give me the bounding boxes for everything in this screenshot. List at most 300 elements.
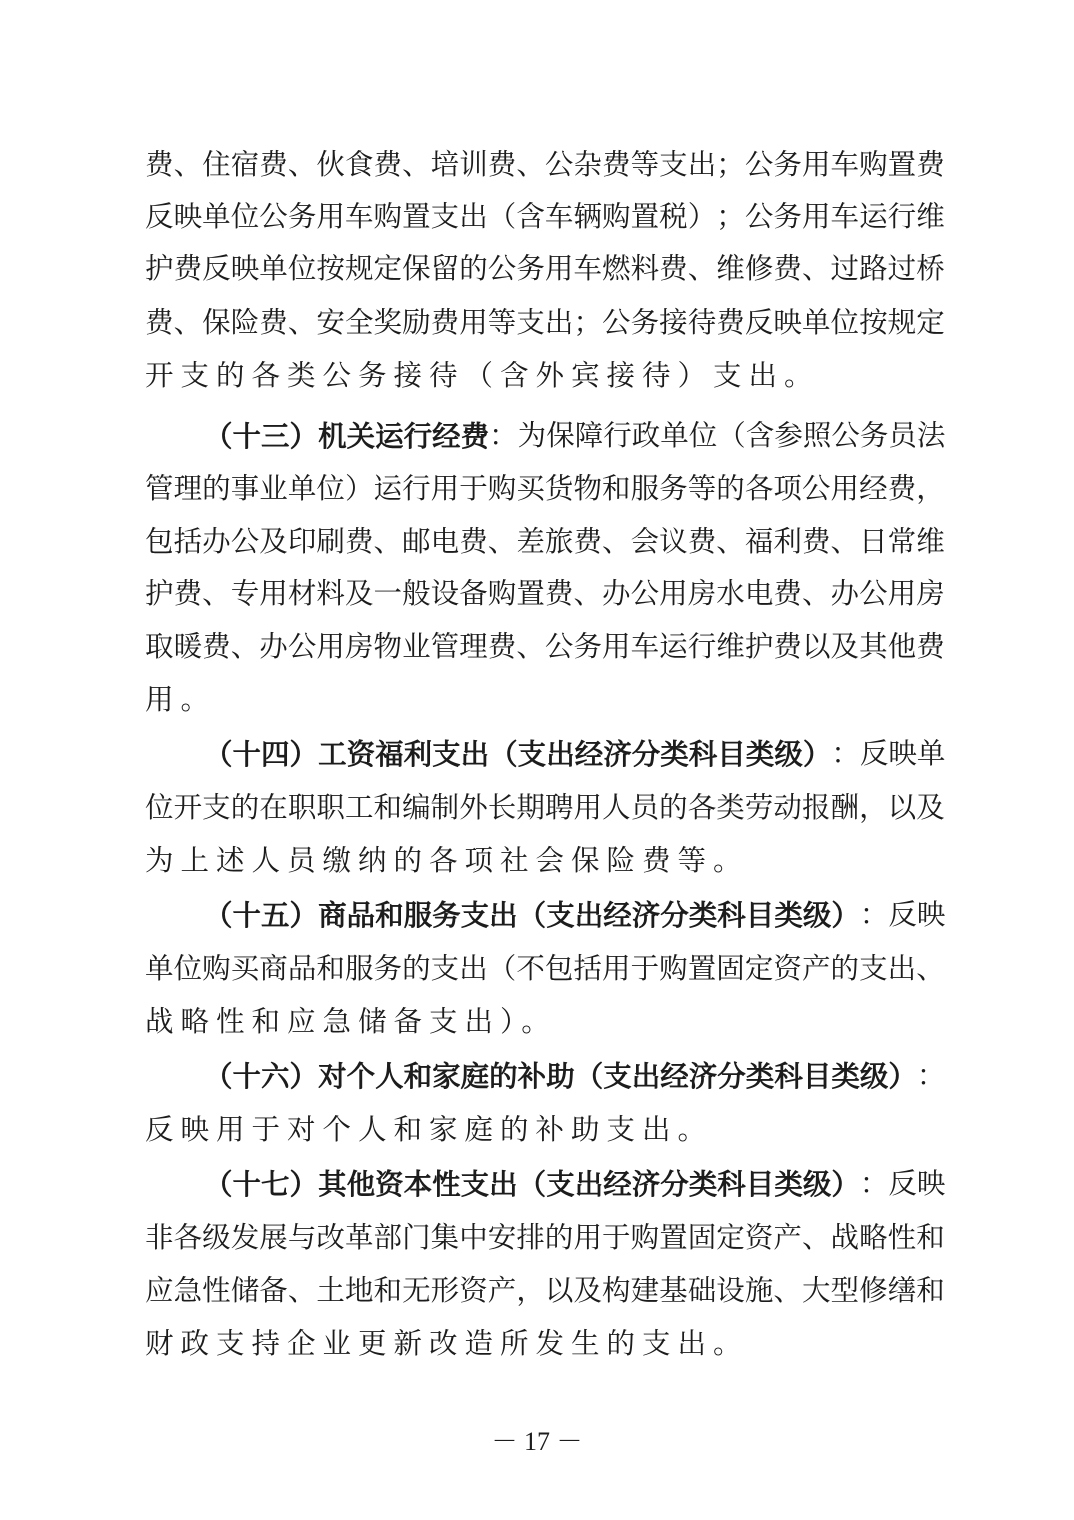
- section-text-char: 含: [745, 419, 775, 452]
- text-line-content-char: 住: [202, 148, 231, 181]
- text-line-content-char: 、: [687, 252, 717, 285]
- text-line-content-char: 取: [145, 630, 174, 663]
- text-line-content-char: 务: [630, 306, 660, 339]
- text-line: [145, 621, 945, 673]
- section-text-char: 公: [831, 419, 860, 452]
- text-line-content-char: 施: [744, 1274, 774, 1307]
- text-line-content-char: 、: [516, 630, 545, 663]
- text-line-content-char: 战: [830, 1221, 860, 1254]
- text-line-content-char: 买: [230, 952, 260, 985]
- text-line-content-char: 出: [459, 952, 488, 985]
- text-line-content-char: 产: [487, 1274, 517, 1307]
- text-line-content-char: 护: [145, 577, 174, 610]
- section-heading-char: 十: [232, 737, 262, 771]
- text-line-content-char: 门: [402, 1221, 431, 1254]
- text-line-content-char: ；: [716, 200, 745, 233]
- section-text-char: ：: [916, 1059, 946, 1092]
- text-line: [145, 943, 945, 995]
- text-line-content-char: 电: [744, 577, 774, 610]
- text-line-content-char: 备: [259, 1274, 288, 1307]
- text-line-content-char: 一: [373, 577, 403, 610]
- text-line-content-char: 用: [602, 630, 631, 663]
- text-line-content-char: 括: [173, 525, 203, 558]
- text-line-content-char: 动: [773, 791, 802, 824]
- text-line-content-char: 、: [287, 148, 317, 181]
- text-line-content-char: 固: [687, 1221, 717, 1254]
- section-heading-char: 服: [403, 898, 433, 932]
- text-line-content-char: 和: [916, 1221, 945, 1254]
- text-line-content-char: 护: [744, 630, 774, 663]
- text-line-content-char: 培: [430, 148, 460, 181]
- text-line-content-char: 旅: [544, 525, 574, 558]
- text-line-content-char: 物: [573, 472, 602, 505]
- text-line-content-char: 辆: [573, 200, 602, 233]
- section-13-first-line: [204, 410, 945, 462]
- section-heading-char: 十: [232, 898, 262, 932]
- section-heading-char: 支: [546, 898, 575, 932]
- text-line-content-char: 接: [659, 306, 688, 339]
- section-heading-char: 类: [660, 737, 689, 771]
- section-heading-char: 支: [517, 737, 547, 771]
- section-heading-char: 性: [432, 1167, 461, 1201]
- text-line-content-char: 房: [344, 630, 374, 663]
- section-heading-char: 目: [745, 1167, 775, 1201]
- text-line: [145, 674, 945, 726]
- text-line-content-char: 定: [373, 252, 403, 285]
- text-line-content-char: 护: [145, 252, 174, 285]
- section-heading-char: 人: [375, 1059, 404, 1093]
- section-heading-char: 支: [546, 1167, 575, 1201]
- text-line-content-char: 期: [516, 791, 545, 824]
- text-line-content-char: ，: [859, 791, 888, 824]
- text-line-content-char: 公: [602, 306, 631, 339]
- section-heading-char: 经: [603, 1167, 632, 1201]
- text-line-content-char: 排: [516, 1221, 545, 1254]
- section-text-char: 位: [688, 419, 718, 452]
- text-line-content-char: 用: [573, 1221, 602, 1254]
- text-line-content-char: 安: [316, 306, 345, 339]
- text-line-content-char: 公: [259, 200, 288, 233]
- text-line-content-char: 定: [716, 1221, 745, 1254]
- text-line-content-char: 险: [230, 306, 260, 339]
- text-line-content-char: 水: [716, 577, 745, 610]
- text-line-content-char: 邮: [402, 525, 431, 558]
- text-line-content-char: 购: [602, 200, 631, 233]
- text-line-content-char: 构: [602, 1274, 631, 1307]
- section-heading-char: 分: [660, 898, 689, 932]
- section-heading-char: 类: [831, 1059, 860, 1093]
- text-line-content-char: 物: [373, 630, 403, 663]
- text-line-content-char: 及: [830, 630, 860, 663]
- text-line-content-char: 购: [487, 577, 517, 610]
- text-line: [145, 782, 945, 834]
- text-line-content-char: ；: [573, 306, 602, 339]
- section-heading-char: 的: [489, 1059, 518, 1093]
- text-line-content-char: 务: [287, 200, 317, 233]
- text-line-content-char: 映: [773, 306, 802, 339]
- text-line-content-char: 会: [630, 525, 660, 558]
- text-line-content-char: 和: [373, 1274, 403, 1307]
- text-line-content-char: 公: [287, 630, 317, 663]
- text-line-content-char: 训: [459, 148, 488, 181]
- text-line-content-char: 级: [202, 1221, 231, 1254]
- section-heading-char: ）: [289, 1059, 319, 1093]
- text-line-content-char: 务: [773, 200, 802, 233]
- section-heading-char: （: [204, 898, 233, 932]
- text-line-content-char: 运: [373, 472, 403, 505]
- text-line-content-char: 用: [544, 252, 574, 285]
- section-heading-char: （: [517, 898, 547, 932]
- section-text-char: 政: [631, 419, 661, 452]
- text-line-content-char: 出: [459, 200, 488, 233]
- section-heading-char: 本: [403, 1167, 433, 1201]
- text-line-content-char: 货: [544, 472, 574, 505]
- section-heading-char: 他: [346, 1167, 376, 1201]
- text-line-content-char: 购: [202, 952, 231, 985]
- section-heading-char: 目: [745, 898, 775, 932]
- text-line-content-char: 购: [630, 1221, 660, 1254]
- section-text-char: ：: [859, 898, 889, 931]
- text-line-content-char: 位: [830, 306, 860, 339]
- text-line-content-char: 支: [859, 952, 888, 985]
- text-line-content-char: 展: [259, 1221, 288, 1254]
- text-line-content-char: 用: [887, 577, 917, 610]
- section-heading-char: 商: [318, 898, 347, 932]
- text-line-content-char: 费: [173, 252, 203, 285]
- text-line-content-char: 车: [830, 200, 860, 233]
- section-heading-char: 类: [745, 737, 775, 771]
- text-line-content-char: 办: [202, 525, 231, 558]
- text-line-content-char: 建: [630, 1274, 660, 1307]
- text-line-content-char: 保: [202, 306, 231, 339]
- text-line: [145, 191, 945, 243]
- text-line-content-char: 他: [887, 630, 917, 663]
- text-line-content-char: 规: [344, 252, 374, 285]
- section-14-first-line: [204, 728, 945, 780]
- text-line-content-char: 利: [773, 525, 802, 558]
- section-heading-char: 资: [375, 1167, 404, 1201]
- text-line-content-char: 部: [373, 1221, 403, 1254]
- text-line-content-char: 基: [659, 1274, 688, 1307]
- text-line: [145, 996, 945, 1048]
- text-line-content-char: 以: [887, 791, 917, 824]
- text-line-content-char: 费: [916, 148, 945, 181]
- text-line: [145, 1212, 945, 1264]
- text-line-content-char: 型: [830, 1274, 860, 1307]
- section-heading-char: ）: [831, 898, 860, 932]
- text-line-content-char: 等: [630, 148, 660, 181]
- text-line-content-char: 包: [544, 952, 574, 985]
- text-line-content-char: 安: [487, 1221, 517, 1254]
- text-line-content-char: 公: [487, 252, 517, 285]
- text-line: [145, 139, 945, 191]
- text-line-content-char: 地: [344, 1274, 374, 1307]
- text-line-content-char: 修: [744, 252, 774, 285]
- section-text-char: 单: [916, 737, 946, 770]
- section-heading-char: 和: [375, 898, 404, 932]
- section-heading-char: 其: [318, 1167, 347, 1201]
- text-line-content-char: 支: [659, 148, 688, 181]
- section-heading-char: 支: [603, 1059, 632, 1093]
- text-line-content-char: 含: [516, 200, 545, 233]
- section-heading-char: 支: [460, 1167, 490, 1201]
- text-line-content-char: 置: [402, 200, 431, 233]
- text-line-content-char: 过: [830, 252, 860, 285]
- text-line-content-char: 置: [687, 952, 717, 985]
- text-line-content: 开支的各类公务接待（含外宾接待）支出。: [145, 359, 820, 392]
- text-line-content-char: 费: [173, 577, 203, 610]
- section-heading-char: 行: [403, 419, 433, 453]
- text-line-content-char: 务: [773, 148, 802, 181]
- text-line-content-char: 出: [544, 306, 574, 339]
- text-line-content-char: 及: [344, 577, 374, 610]
- section-heading-char: 十: [232, 1167, 262, 1201]
- text-line-content-char: 费: [145, 306, 174, 339]
- text-line-content-char: 费: [344, 525, 374, 558]
- text-line-content-char: ，: [516, 1274, 545, 1307]
- text-line-content-char: 业: [402, 630, 431, 663]
- section-heading-char: 济: [631, 1167, 661, 1201]
- text-line-content-char: 专: [230, 577, 260, 610]
- text-line-content-char: 费: [659, 252, 688, 285]
- section-text-char: 务: [859, 419, 889, 452]
- section-heading-char: 费: [460, 419, 490, 453]
- text-line-content-char: 略: [859, 1221, 888, 1254]
- text-line-content-char: 保: [402, 252, 431, 285]
- section-heading-char: （: [517, 1167, 547, 1201]
- text-line-content-char: 、: [373, 525, 403, 558]
- text-line-content-char: 购: [487, 472, 517, 505]
- text-line-content-char: 房: [916, 577, 945, 610]
- text-line-content-char: 制: [430, 791, 460, 824]
- text-line-content-char: 位: [316, 472, 345, 505]
- text-line-content-char: 、: [916, 952, 945, 985]
- text-line-content-char: 议: [659, 525, 688, 558]
- section-heading-char: 级: [774, 737, 803, 771]
- section-heading-char: 经: [574, 737, 604, 771]
- section-heading-char: 家: [432, 1059, 461, 1093]
- section-text-char: 行: [603, 419, 632, 452]
- text-line-content-char: 支: [430, 952, 460, 985]
- text-line-content-char: 留: [430, 252, 460, 285]
- text-line-content-char: 伙: [316, 148, 345, 181]
- section-heading-char: 十: [232, 1059, 262, 1093]
- text-line-content-char: 及: [259, 525, 288, 558]
- text-line-content-char: 费: [487, 630, 517, 663]
- section-heading-char: 分: [631, 737, 661, 771]
- section-heading-char: 五: [261, 898, 290, 932]
- text-line-content: 用。: [145, 683, 217, 716]
- text-line-content-char: 定: [744, 952, 774, 985]
- section-heading-char: （: [574, 1059, 604, 1093]
- text-line-content-char: 用: [259, 577, 288, 610]
- text-line-content-char: 和: [373, 791, 403, 824]
- text-line-content-char: 料: [630, 252, 660, 285]
- text-line-content-char: 缮: [887, 1274, 917, 1307]
- text-line-content-char: 费: [202, 630, 231, 663]
- text-line-content-char: 食: [344, 148, 374, 181]
- text-line-content-char: 单: [145, 952, 174, 985]
- section-heading-char: 济: [631, 898, 661, 932]
- text-line-content-char: 差: [516, 525, 545, 558]
- text-line-content-char: 理: [173, 472, 203, 505]
- text-line-content-char: 燃: [602, 252, 631, 285]
- text-line-content: 反映用于对个人和家庭的补助支出。: [145, 1113, 714, 1146]
- section-heading-char: 济: [688, 1059, 718, 1093]
- section-heading-char: 三: [261, 419, 290, 453]
- text-line-content-char: 和: [916, 1274, 945, 1307]
- text-line: [145, 297, 945, 349]
- section-heading-char: ）: [831, 1167, 860, 1201]
- text-line-content-char: 外: [459, 791, 488, 824]
- section-heading-char: 出: [460, 737, 490, 771]
- text-line-content-char: 电: [430, 525, 460, 558]
- section-text-char: （: [717, 419, 746, 452]
- text-line-content-char: 房: [687, 577, 717, 610]
- text-line-content-char: 待: [687, 306, 717, 339]
- section-heading-char: 级: [802, 1167, 832, 1201]
- text-line-content-char: （: [487, 200, 517, 233]
- section-heading-char: 分: [660, 1167, 689, 1201]
- section-heading-char: 出: [546, 737, 575, 771]
- text-line-content-char: 革: [344, 1221, 374, 1254]
- text-line-content-char: 按: [859, 306, 888, 339]
- text-line-content-char: 购: [373, 200, 403, 233]
- text-line-content-char: 于: [459, 472, 488, 505]
- section-heading-char: 个: [346, 1059, 376, 1093]
- text-line-content-char: 商: [259, 952, 288, 985]
- text-line-content-char: 、: [287, 1274, 317, 1307]
- text-line-content-char: 设: [716, 1274, 745, 1307]
- text-line-content-char: 行: [687, 630, 717, 663]
- section-text-char: 参: [774, 419, 803, 452]
- text-line-content-char: 用: [659, 577, 688, 610]
- text-line-content-char: 公: [859, 577, 888, 610]
- text-line-content-char: 、: [487, 525, 517, 558]
- text-line-content-char: 路: [859, 252, 888, 285]
- section-heading-char: 支: [432, 737, 461, 771]
- section-heading-char: 十: [232, 419, 262, 453]
- text-line-content-char: 费: [573, 525, 602, 558]
- text-line-content-char: 常: [887, 525, 917, 558]
- text-line-content-char: 和: [602, 472, 631, 505]
- section-heading-char: 福: [375, 737, 404, 771]
- section-text-char: 映: [916, 1167, 946, 1200]
- text-line-content-char: 公: [544, 148, 574, 181]
- section-heading-char: 类: [745, 1059, 775, 1093]
- text-line-content-char: 事: [230, 472, 260, 505]
- text-line-content-char: 、: [516, 148, 545, 181]
- section-heading-char: 经: [432, 419, 461, 453]
- text-line-content-char: 以: [544, 1274, 574, 1307]
- text-line-content-char: 行: [887, 200, 917, 233]
- text-line-content-char: 等: [687, 472, 717, 505]
- text-line: [145, 1104, 945, 1156]
- section-heading-char: 助: [546, 1059, 575, 1093]
- text-line-content-char: 与: [287, 1221, 317, 1254]
- section-heading-char: 出: [574, 1167, 604, 1201]
- text-line-content-char: 映: [173, 200, 203, 233]
- section-heading-char: 品: [346, 898, 376, 932]
- text-line-content-char: 单: [287, 472, 317, 505]
- text-line-content-char: 储: [230, 1274, 260, 1307]
- text-line-content-char: 置: [516, 577, 545, 610]
- section-heading-char: 分: [717, 1059, 746, 1093]
- text-line-content-char: 品: [287, 952, 317, 985]
- text-line: [145, 243, 945, 295]
- text-line-content-char: 编: [402, 791, 431, 824]
- text-line-content-char: 励: [402, 306, 431, 339]
- section-heading-char: 关: [346, 419, 376, 453]
- text-line-content-char: 修: [859, 1274, 888, 1307]
- text-line-content-char: 、: [801, 577, 831, 610]
- text-line-content-char: 车: [544, 200, 574, 233]
- text-line-content-char: 桥: [916, 252, 945, 285]
- section-text-char: 反: [859, 737, 889, 770]
- text-line-content-char: 的: [459, 252, 488, 285]
- text-line-content-char: 其: [859, 630, 888, 663]
- text-line-content-char: 用: [830, 472, 860, 505]
- text-line-content-char: 购: [659, 952, 688, 985]
- section-heading-char: 目: [802, 1059, 832, 1093]
- text-line-content: 为上述人员缴纳的各项社会保险费等。: [145, 844, 749, 877]
- section-text-char: ：: [489, 419, 518, 452]
- text-line-content-char: 的: [544, 1221, 574, 1254]
- text-line-content-char: 宿: [230, 148, 260, 181]
- text-line-content-char: 费: [773, 630, 802, 663]
- text-line-content-char: 费: [602, 148, 631, 181]
- section-heading-char: （: [204, 419, 233, 453]
- text-line-content-char: 办: [830, 577, 860, 610]
- text-line-content-char: 形: [430, 1274, 460, 1307]
- text-line-content-char: 、: [173, 306, 203, 339]
- text-line-content-char: 、: [716, 525, 745, 558]
- section-heading-char: 出: [489, 1167, 518, 1201]
- text-line-content-char: 杂: [573, 148, 602, 181]
- text-line-content-char: 管: [430, 630, 460, 663]
- text-line-content-char: 备: [459, 577, 488, 610]
- text-line-content-char: 础: [687, 1274, 717, 1307]
- text-line-content-char: 规: [887, 306, 917, 339]
- text-line-content-char: 、: [402, 148, 431, 181]
- text-line-content-char: 税: [659, 200, 688, 233]
- text-line-content-char: 公: [630, 577, 660, 610]
- text-line-content-char: （: [487, 952, 517, 985]
- text-line-content-char: 酬: [830, 791, 860, 824]
- text-line-content-char: 车: [344, 200, 374, 233]
- text-line-content-char: 各: [173, 1221, 203, 1254]
- text-line-content-char: 单: [202, 200, 231, 233]
- text-line-content-char: 、: [801, 252, 831, 285]
- text-line: [145, 350, 945, 402]
- text-line-content-char: 用: [316, 200, 345, 233]
- text-line-content-char: 在: [259, 791, 288, 824]
- section-text-char: 保: [546, 419, 575, 452]
- text-line-content-char: ）: [344, 472, 374, 505]
- text-line-content-char: 劳: [744, 791, 774, 824]
- text-line: [145, 1265, 945, 1317]
- text-line-content-char: 用: [801, 200, 831, 233]
- section-text-char: 照: [802, 419, 832, 452]
- text-line-content-char: 支: [202, 791, 231, 824]
- text-line-content-char: 映: [230, 252, 260, 285]
- section-text-char: 映: [888, 737, 917, 770]
- text-line-content-char: 各: [687, 791, 717, 824]
- text-line-content-char: 长: [487, 791, 517, 824]
- text-line-content-char: 固: [716, 952, 745, 985]
- text-line-content-char: ；: [716, 148, 745, 181]
- text-line-content-char: 公: [230, 525, 260, 558]
